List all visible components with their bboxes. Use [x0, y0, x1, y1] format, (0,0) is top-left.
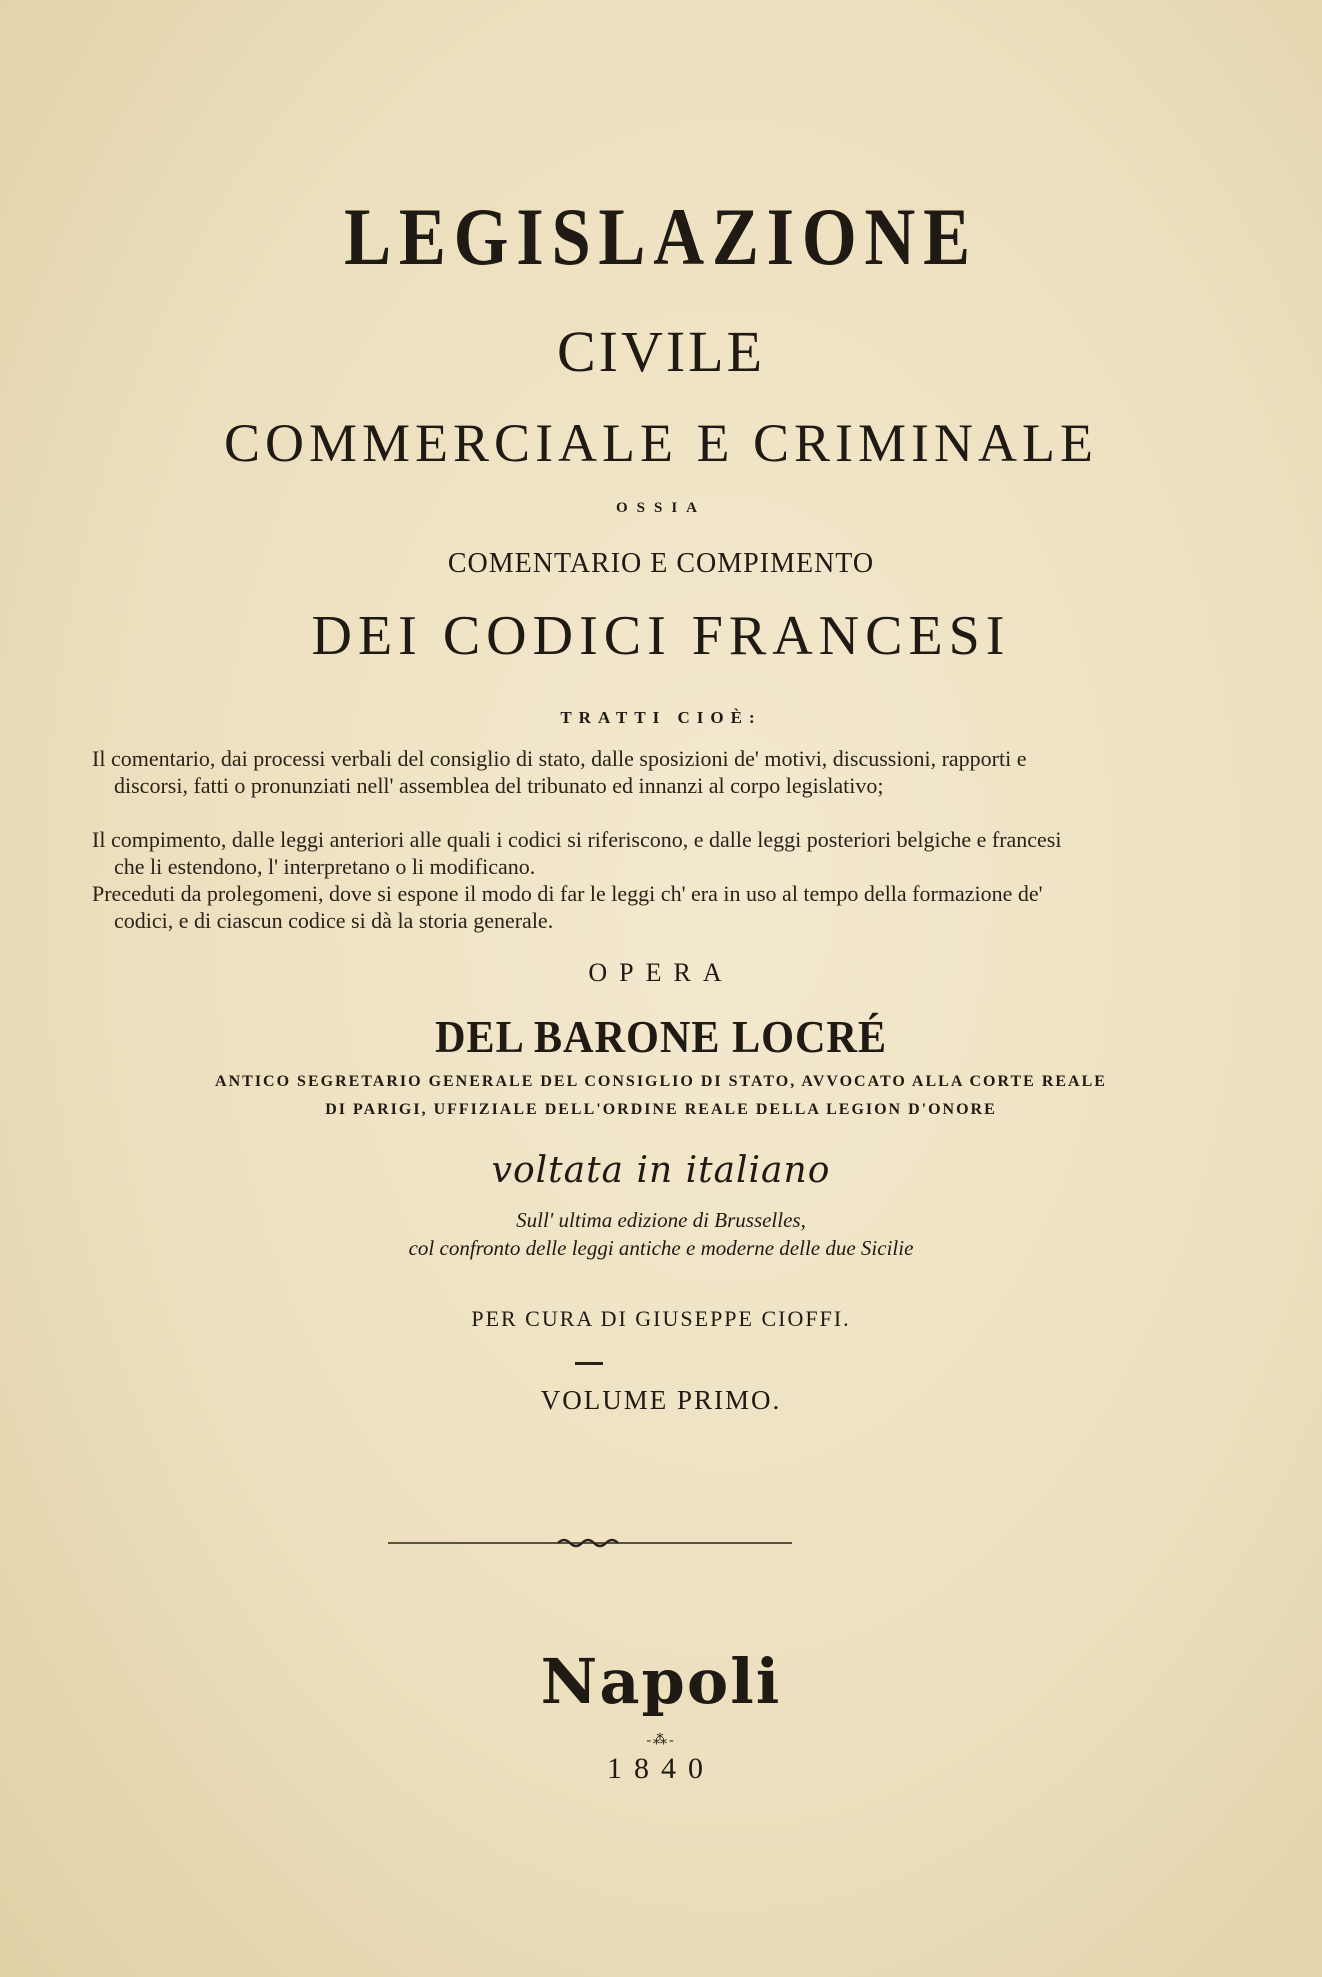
author-title-line: DI PARIGI, UFFIZIALE DELL'ORDINE REALE DELLA LEGION D'ONORE: [325, 1101, 997, 1118]
ossia-label: OSSIA: [615, 500, 707, 516]
volume-label: VOLUME PRIMO.: [540, 1385, 782, 1415]
paragraph-text: Il comentario, dai processi verbali del consiglio di stato, dalle sposizioni de' motivi, discussioni, rapporti e discorsi, fatti o pronunziati nell' assemblea del tribunato ed innanzi al corpo legislativo;: [92, 746, 1027, 798]
imprint-city: Napoli: [540, 1645, 782, 1718]
ornamental-rule: [388, 1533, 792, 1553]
author-name: DEL BARONE LOCRÉ: [434, 1011, 888, 1062]
author-title-line: ANTICO SEGRETARIO GENERALE DEL CONSIGLIO DI STATO, AVVOCATO ALLA CORTE REALE: [215, 1073, 1107, 1090]
author-titles: [0, 1068, 1322, 1124]
contents-paragraph-prolegomeni: [92, 880, 1092, 934]
translation-note: voltata in italiano: [491, 1150, 831, 1191]
editor-credit: PER CURA DI GIUSEPPE CIOFFI.: [471, 1306, 851, 1331]
edition-note: [0, 1206, 1322, 1262]
opera-label: OPERA: [588, 958, 734, 987]
contents-paragraph-compimento: [92, 826, 1092, 880]
title-line-comentario: COMENTARIO E COMPIMENTO: [447, 548, 875, 579]
contents-paragraph-comentario: [92, 745, 1092, 799]
title-line-codici: DEI CODICI FRANCESI: [311, 605, 1011, 667]
paragraph-text: Il compimento, dalle leggi anteriori alle quali i codici si riferiscono, e dalle leggi posteriori belgiche e francesi che li estendono, l' interpretano o li modificano.: [92, 827, 1062, 879]
main-title: LEGISLAZIONE: [344, 191, 978, 282]
paragraph-text: Preceduti da prolegomeni, dove si espone il modo di far le leggi ch' era in uso al tempo della formazione de' codici, e di ciascun codice si dà la storia generale.: [92, 881, 1043, 933]
imprint-ornament: -⁂-: [646, 1733, 676, 1748]
edition-line: Sull' ultima edizione di Brusselles,: [516, 1208, 806, 1232]
title-line-civile: CIVILE: [556, 319, 766, 384]
contents-heading: TRATTI CIOÈ:: [560, 708, 762, 727]
title-line-commerciale: COMMERCIALE E CRIMINALE: [224, 413, 1098, 473]
short-divider: [575, 1362, 603, 1365]
imprint-year: 1840: [607, 1752, 715, 1785]
edition-line: col confronto delle leggi antiche e moderne delle due Sicilie: [408, 1236, 914, 1260]
